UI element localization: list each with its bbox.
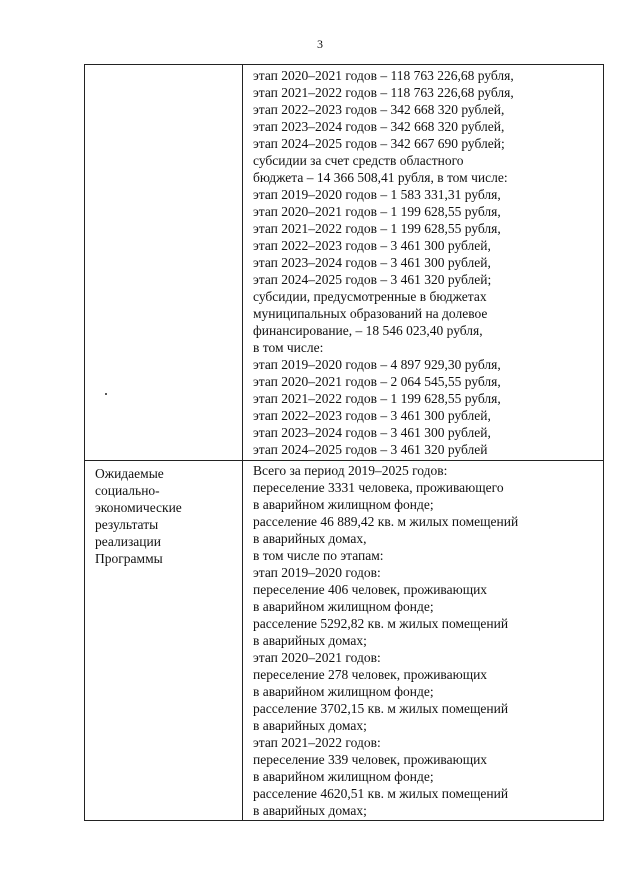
row1-content-cell: [243, 65, 604, 461]
financing-text-line: этап 2020–2021 годов – 2 064 545,55 рубля,: [253, 374, 501, 389]
results-text-line: Всего за период 2019–2025 годов:: [253, 463, 448, 478]
results-text-line: этап 2021–2022 годов:: [253, 735, 381, 750]
financing-text-line: этап 2019–2020 годов – 4 897 929,30 рубля,: [253, 357, 501, 372]
results-label-line: социально-: [95, 483, 160, 498]
financing-text-line: этап 2021–2022 годов – 1 199 628,55 рубля,: [253, 391, 501, 406]
results-text-line: в аварийных домах;: [253, 718, 367, 733]
results-text-line: расселение 5292,82 кв. м жилых помещений: [253, 616, 509, 631]
results-text-line: переселение 3331 человека, проживающего: [253, 480, 504, 495]
results-text-line: расселение 3702,15 кв. м жилых помещений: [253, 701, 509, 716]
table-row-financing-continued: [85, 65, 604, 461]
row2-content-cell: [243, 461, 604, 821]
financing-text-line: субсидии за счет средств областного: [253, 153, 464, 168]
row2-label-lines: [85, 461, 242, 567]
financing-text-line: этап 2022–2023 годов – 3 461 300 рублей,: [253, 408, 491, 423]
financing-text-line: этап 2022–2023 годов – 342 668 320 рублей,: [253, 102, 505, 117]
financing-text-line: этап 2023–2024 годов – 342 668 320 рублей,: [253, 119, 505, 134]
row2-label-cell: [85, 461, 243, 821]
financing-text-line: этап 2021–2022 годов – 118 763 226,68 рубля,: [253, 85, 514, 100]
results-text-line: расселение 46 889,42 кв. м жилых помещений: [253, 514, 519, 529]
results-text-line: переселение 339 человек, проживающих: [253, 752, 488, 767]
financing-text-line: этап 2021–2022 годов – 1 199 628,55 рубля,: [253, 221, 501, 236]
results-label-line: результаты: [95, 517, 159, 532]
results-text-line: в аварийном жилищном фонде;: [253, 684, 434, 699]
results-text-line: в аварийных домах,: [253, 531, 367, 546]
results-text-line: в том числе по этапам:: [253, 548, 384, 563]
results-text-line: в аварийном жилищном фонде;: [253, 599, 434, 614]
row1-content-lines: [243, 65, 603, 458]
results-label-line: реализации: [95, 534, 161, 549]
financing-text-line: этап 2024–2025 годов – 3 461 320 рублей;: [253, 272, 492, 287]
financing-text-line: этап 2022–2023 годов – 3 461 300 рублей,: [253, 238, 491, 253]
results-text-line: переселение 406 человек, проживающих: [253, 582, 488, 597]
scan-speck: [105, 393, 107, 395]
financing-text-line: бюджета – 14 366 508,41 рубля, в том числе:: [253, 170, 508, 185]
financing-text-line: этап 2019–2020 годов – 1 583 331,31 рубля,: [253, 187, 501, 202]
page-number: 3: [317, 37, 323, 51]
results-label-line: Программы: [95, 551, 163, 566]
results-text-line: в аварийном жилищном фонде;: [253, 769, 434, 784]
financing-text-line: финансирование, – 18 546 023,40 рубля,: [253, 323, 483, 338]
financing-text-line: муниципальных образований на долевое: [253, 306, 488, 321]
row2-content-lines: [243, 461, 603, 819]
results-text-line: в аварийном жилищном фонде;: [253, 497, 434, 512]
financing-text-line: этап 2020–2021 годов – 118 763 226,68 рубля,: [253, 68, 514, 83]
results-label-line: экономические: [95, 500, 182, 515]
financing-text-line: этап 2024–2025 годов – 342 667 690 рублей;: [253, 136, 505, 151]
results-label-line: Ожидаемые: [95, 466, 164, 481]
results-text-line: этап 2019–2020 годов:: [253, 565, 381, 580]
results-text-line: переселение 278 человек, проживающих: [253, 667, 488, 682]
results-text-line: расселение 4620,51 кв. м жилых помещений: [253, 786, 509, 801]
financing-text-line: субсидии, предусмотренные в бюджетах: [253, 289, 487, 304]
results-text-line: в аварийных домах;: [253, 633, 367, 648]
financing-text-line: этап 2023–2024 годов – 3 461 300 рублей,: [253, 255, 491, 270]
financing-text-line: в том числе:: [253, 340, 324, 355]
row1-label-cell: [85, 65, 243, 461]
results-text-line: этап 2020–2021 годов:: [253, 650, 381, 665]
results-text-line: в аварийных домах;: [253, 803, 367, 818]
financing-text-line: этап 2024–2025 годов – 3 461 320 рублей: [253, 442, 488, 457]
financing-text-line: этап 2023–2024 годов – 3 461 300 рублей,: [253, 425, 491, 440]
program-passport-table: [84, 64, 604, 821]
table-row-expected-results: [85, 461, 604, 821]
financing-text-line: этап 2020–2021 годов – 1 199 628,55 рубля,: [253, 204, 501, 219]
